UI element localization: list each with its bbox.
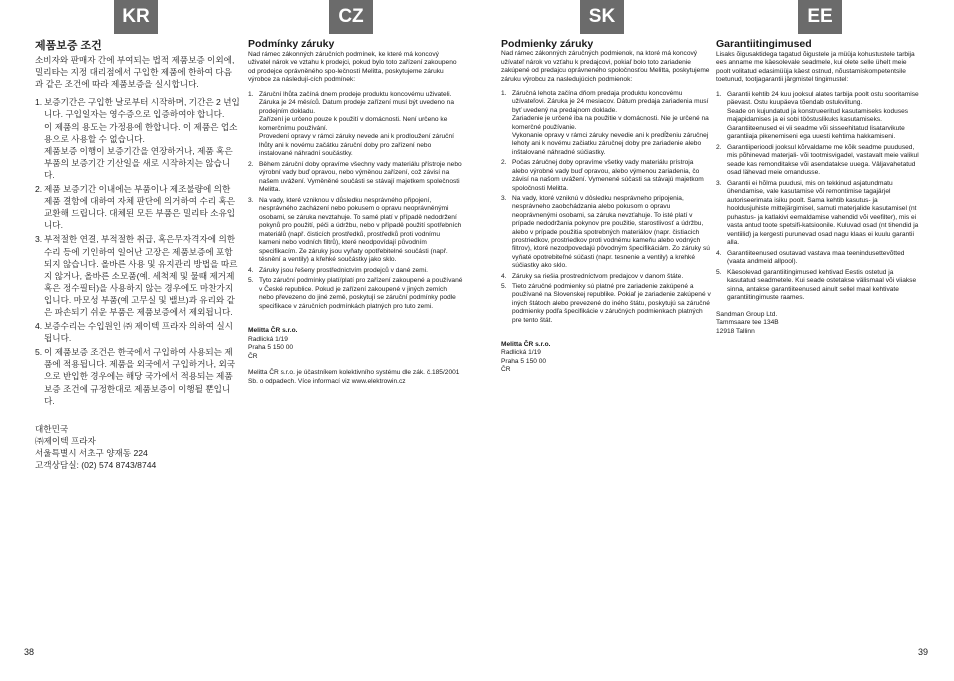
ee-address: Sandman Group Ltd. Tammsaare tee 134B 12918 Tallinn [716,310,779,335]
tab-sk: SK [580,0,624,34]
cz-list [248,91,463,312]
sk-title: Podmienky záruky [501,38,594,50]
list-item: 4. 보증수리는 수입원인 ㈜ 제이텍 프라자 의하여 실시됩니다. [35,321,233,344]
sk-list [501,90,711,325]
column-sk [501,40,711,375]
sk-intro: Nad rámec zákonných záručných podmienok, na ktoré má koncový užívateľ nárok vo vzťahu k predajcovi, pokiaľ bolo toto zariadenie zakúpené od predajcu oprávneného spoločnosťou Melitta, poskytujeme záruku výrobcu za nasledujúcich podmienok: [501,50,710,83]
list-item: 1. Záručná lehota začína dňom predaja produktu koncovému užívateľovi. Záruka je 24 mesiacov. Dátum predaja zariadenia musí byť uvedený na predajnom doklade. Zariadenie je určené iba na použitie v domácnosti. Nie je určené na komerčné používanie. Vykonanie opravy v rámci záruky nevedie ani k predĺženiu záručnej lehoty ani k novému začiatku záručnej doby pre zariadenie alebo inštalované náhradné súčiastky. [501,90,709,156]
column-kr [35,40,240,471]
tab-cz: CZ [329,0,373,34]
ee-title: Garantiitingimused [716,38,812,50]
cz-intro: Nad rámec zákonných záručních podmínek, ke které má koncový uživatel nárok ve vztahu k prodejci, pokud bylo toto zařízení zakoupeno od prodejce oprávněného spo-lečností Melitta, poskytujeme záruku výrobce za následují-cích podmínek: [248,50,457,83]
list-item: 3. Garantii ei hõlma puudusi, mis on tekkinud asjatundmatu ühendamise, vale kasutamise või remontimise tagajärjel autoriseerimata isiku poolt. Sama kehtib kasutus- ja hooldusjuhiste mittejärgimisel, samuti materjalide kasutamisel (nt puhastus- ja katlakivi eemaldamise vahendid või veefilter), mis ei vasta antud toote spetsifi-katsioonile. Kuluvad osad (nt tihendid ja ventiilid) ja kergesti purunevad osad nagu klaas ei kuulu garantii alla. [716,179,919,246]
cz-title: Podmínky záruky [248,38,335,50]
list-item: 4. Záruky sa riešia prostredníctvom predajcov v danom štáte. [501,272,684,280]
column-ee [716,40,921,336]
list-item: 2. 제품 보증기간 이내에는 부품이나 제조불량에 의한 제품 결함에 대하여 자체 판단에 의거하여 수리 혹은 교환해 드립니다. 대체된 모든 부품은 밀리타 소유입니다. [35,184,236,231]
list-item: 4. Garantiiteenused osutavad vastava maa teenindusettevõtted (vaata andmeid allpool). [716,249,905,265]
cz-address: Radlická 1/19 Praha 5 150 00 ČR [248,335,294,360]
list-item: 4. Záruky jsou řešeny prostřednictvím prodejců v dané zemi. [248,266,428,274]
tab-ee: EE [798,0,842,34]
list-item: 5. 이 제품보증 조건은 한국에서 구입하여 사용되는 제품에 적용됩니다. 제품을 외국에서 구입하거나, 외국으로 반입한 경우에는 해당 국가에서 적용되는 제품보증 조건에 규정한대로 제품보증이 이행될 뿐입니다. [35,347,236,406]
kr-list [35,96,240,406]
list-item: 1. Záruční lhůta začíná dnem prodeje produktu koncovému uživateli. Záruka je 24 měsíců. Datum prodeje zařízení musí být uvedeno na prodejním dokladu. Zařízení je určeno pouze k použití v domácnosti. Není určeno ke komerčnímu používání. Provedení opravy v rámci záruky nevede ani k prodloužení záruční lhůty ani k novému začátku záruční doby pro zařízení nebo instalované náhradní součástky. [248,90,454,157]
list-item: 5. Tyto záruční podmínky platí/platí pro zařízení zakoupené a používané v České republice. Pokud je zařízení zakoupené v jiných zemích nebo převezeno do jiné země, poskytují se záruční podmínky podle specifikace v záručních podmínkách platných pro tuto zemi. [248,277,463,310]
list-item: 5. Tieto záručné podmienky sú platné pre zariadenie zakúpené a používané na Slovenskej republike. Pokiaľ je zariadenie zakúpené v iných štátoch alebo prevezené do iného štátu, poskytujú sa záručné podmienky podľa špecifikácie v záručných podmienkach platných pre tento štát. [501,282,711,324]
kr-address: 대한민국 ㈜제이텍 프라자 서울특별시 서초구 양재동 224 고객상담실: (02) 574 8743/8744 [35,423,157,470]
sk-address: Radlická 1/19 Praha 5 150 00 ČR [501,349,547,374]
kr-title: 제품보증 조건 [35,40,102,52]
list-item: 2. Počas záručnej doby opravíme všetky vady materiálu prístroja alebo výrobné vady buď opravou, alebo výmenou zariadenia, čo závisí na našom uvážení. Vymenené súčasti sa stávajú majetkom spoločnosti Melitta. [501,159,704,192]
list-item: 1. Garantii kehtib 24 kuu jooksul alates tarbija poolt ostu sooritamise päevast. Ostu kuupäeva tõendab ostukviitung. Seade on kujundatud ja konstrueeritud kasutamiseks koduses majapidamises ja ei sobi tööstuslikuks kasutamiseks. Garantiiteenused ei vii seadme või sisseehitatud lisatarvikute garantiiaja pikenemiseni ega uuesti kehtima hakkamiseni. [716,90,919,140]
sk-company: Melitta ČR s.r.o. [501,341,551,348]
list-item: 1. 보증기간은 구입한 날로부터 시작하며, 기간은 2 년입니다. 구입일자는 영수증으로 입증하여야 합니다. 이 제품의 용도는 가정용에 한합니다. 이 제품은 업소용으로 사용할 수 없습니다. 제품보증 이행이 보증기간을 연장하거나, 제품 혹은 부품의 보증기간 기산일을 새로 시작하지는 않습니다. [35,97,240,180]
list-item: 2. Během záruční doby opravíme všechny vady materiálu přístroje nebo výrobní vady buď opravou, nebo výměnou zařízení, což závisí na našem uvážení. Vyměněné součásti se stávají majetkem společnosti Melitta. [248,160,462,193]
cz-company: Melitta ČR s.r.o. [248,327,298,334]
list-item: 3. Na vady, které vzniknou v důsledku nesprávného připojení, nesprávného zacházení nebo pokusem o opravu neoprávněnými osobami, se záruka nevztahuje. To samé platí v případě nedodržení pokynů pro použití, péči a údržbu, nebo v případě použití spotřebních materiálů (např. čisticích prostředků, prostředků proti vodnímu kameni nebo vodních filtrů), které neodpovídají původním specifikacím. Ze záruky jsou vyňaty opotřebitelné součásti (např. těsnění a ventily) a křehké součástky jako sklo. [248,196,462,263]
list-item: 2. Garantiiperioodi jooksul kõrvaldame me kõik seadme puudused, mis põhinevad materjali- või tootmisvigadel, vastavalt meie valikul seade kas remonditakse või asendatakse uuega. Väljavahetatud osad lähevad meie omandusse. [716,143,919,176]
ee-list [716,91,921,303]
column-cz [248,40,463,392]
list-item: 3. Na vady, ktoré vzniknú v dôsledku nesprávneho pripojenia, nesprávneho zaobchádzania alebo pokusom o opravu neoprávnenými osobami, sa záruka nevzťahuje. To isté platí v prípade nedodržania pokynov pre použitie, starostlivosť a údržbu, alebo v prípade použitia spotrebných materiálov (napr. čistiacich prostriedkov, prostriedkov proti vodnému kameňu alebo vodných filtrov), ktoré nezodpovedajú pôvodným špecifikáciám. Zo záruky sú vyňaté opotrebiteľné súčasti (napr. tesnenie a ventily) a krehké súčiastky ako sklo. [501,194,710,270]
list-item: 3. 부적절한 연결, 부적절한 취급, 혹은무자격자에 의한 수리 등에 기인하여 일어난 고장은 제품보증에 포함되지 않습니다. 올바른 사용 및 유지관리 방법을 따르지 않거나, 올바른 소모품(예. 세척제 및 물때 제거제 혹은 정수필터)을 사용하지 않는 경우에도 마찬가지입니다. 마모성 부품(예 고무실 및 밸브)과 유리와 같은 파손되기 쉬운 부품은 제품보증에서 제외됩니다. [35,234,238,317]
list-item: 5. Käesolevad garantiitingimused kehtivad Eestis ostetud ja kasutatud seadmetele. Kui seade ostetakse välismaal või viiakse sinna, antakse garantiiteenused ainult sellel maal kehtivate garantiitingimuste raames. [716,268,917,301]
page-number-right: 39 [918,647,929,657]
tab-kr: KR [114,0,158,34]
kr-intro: 소비자와 판매자 간에 부여되는 법적 제품보증 이외에, 밀리타는 지정 대리점에서 구입한 제품에 한하여 다음과 같은 조건에 따라 제품보증을 실시합니다. [35,55,235,90]
page-number-left: 38 [24,647,35,657]
ee-intro: Lisaks õigusaktidega tagatud õigustele ja müüja kohustustele tarbija ees anname me käesolevale seadmele, kui olete selle üheIt meie poolt volitatud edasimüüja käest ostnud, nõustamiskompetentsile toetunud, tootjagarantii järgmistel tingimustel: [716,50,915,83]
cz-footer: Melitta ČR s.r.o. je účastníkem kolektivního systému dle zák. č.185/2001 Sb. o odpadech. Více informací viz www.elektrowin.cz [248,369,460,385]
